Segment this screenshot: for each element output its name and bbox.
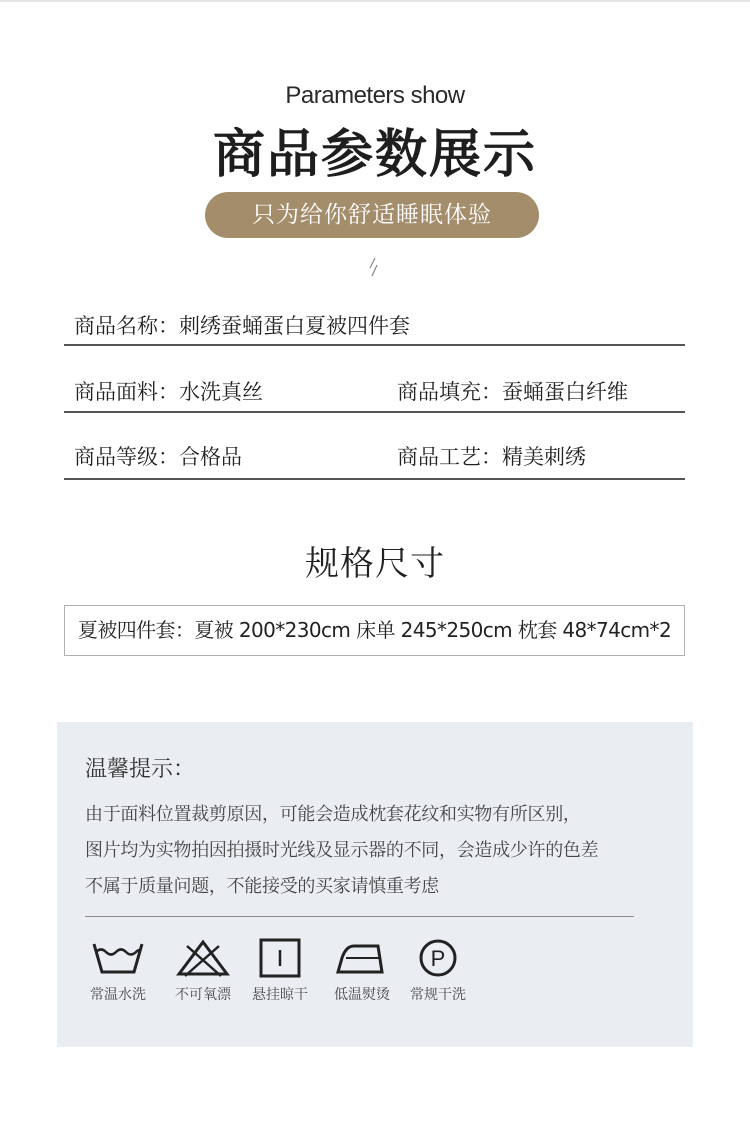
param-grade: 商品等级：合格品 [74,445,242,469]
hang-dry-icon [252,938,308,978]
param-name: 商品名称：刺绣蚕蛹蛋白夏被四件套 [74,314,410,338]
english-title: Parameters show [285,82,465,109]
slash-decoration-icon [366,256,380,278]
care-item-bleach [163,938,243,1004]
dry-clean-p-icon [410,938,466,978]
low-iron-icon [334,938,390,978]
care-item-dryclean [398,938,478,1004]
spec-box: 夏被四件套：夏被 200*230cm 床单 245*250cm 枕套 48*74cm*2 [64,605,685,656]
page-title: 商品参数展示 [212,125,537,185]
tips-line: 图片均为实物拍因拍摄时光线及显示器的不同，会造成少许的色差 [85,840,599,861]
care-label: 悬挂晾干 [252,987,308,1003]
wash-basin-icon [90,938,146,978]
tagline-pill: 只为给你舒适睡眠体验 [205,192,539,238]
care-item-wash [78,938,158,1004]
care-item-hang [240,938,320,1004]
spec-title: 规格尺寸 [305,544,445,584]
param-row-name [64,306,685,346]
tips-line: 由于面料位置裁剪原因，可能会造成枕套花纹和实物有所区别， [85,804,581,825]
no-bleach-icon [175,938,231,978]
tips-line: 不属于质量问题，不能接受的买家请慎重考虑 [85,876,439,897]
care-label: 低温熨烫 [334,987,390,1003]
care-label: 常温水洗 [90,987,146,1003]
param-row-grade [64,436,685,480]
param-row-fabric [64,370,685,413]
param-craft: 商品工艺：精美刺绣 [397,445,586,469]
top-divider [0,0,750,2]
tips-title: 温馨提示： [85,757,196,782]
care-label: 不可氧漂 [175,987,231,1003]
care-label: 常规干洗 [410,987,466,1003]
param-filling: 商品填充：蚕蛹蛋白纤维 [397,380,628,404]
tips-divider [85,916,634,917]
param-fabric: 商品面料：水洗真丝 [74,380,263,404]
tips-panel [57,722,693,1047]
dry-clean-letter: P [430,946,446,971]
care-item-iron [322,938,402,1004]
